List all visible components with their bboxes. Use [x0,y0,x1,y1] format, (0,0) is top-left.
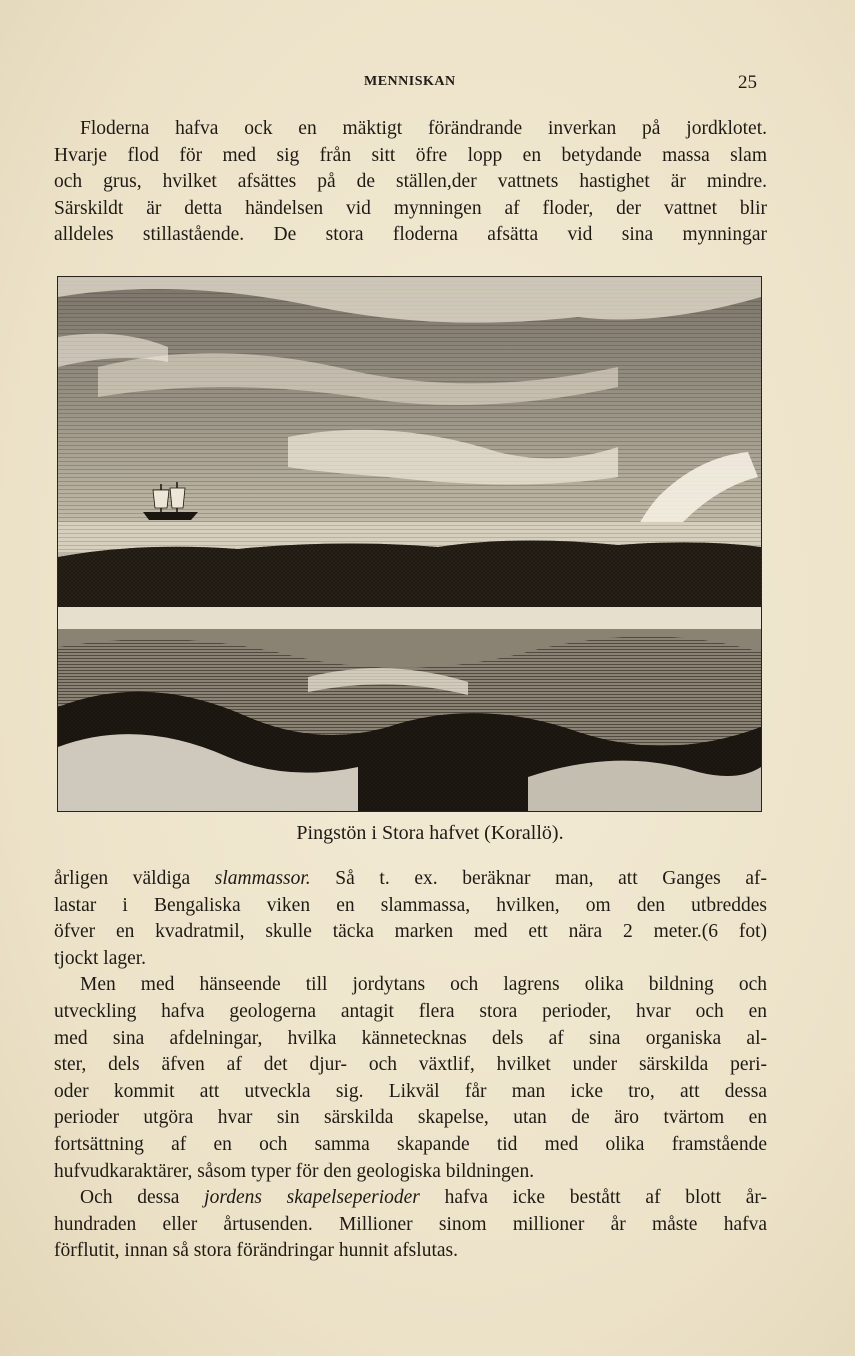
text-line: perioder utgöra hvar sin särskilda skapelse, utan de äro tvärtom en [54,1107,767,1129]
text-line: lastar i Bengaliska viken en slammassa, hvilken, om den utbreddes [54,894,767,916]
text-fragment: hafva icke bestått af blott år- [419,1187,767,1209]
text-line: Särskildt är detta händelsen vid mynningen af floder, der vattnet blir [54,197,767,219]
text-line [54,1185,767,1212]
page-number: 25 [738,72,757,93]
text-line: Floderna hafva ock en mäktigt förändrande inverkan på jordklotet. [80,118,767,139]
text-line: förflutit, innan så stora förändringar hunnit afslutas. [54,1240,458,1262]
engraving-illustration [57,276,762,812]
paragraph-top [54,116,767,249]
text-line: öfver en kvadratmil, skulle täcka marken med ett nära 2 meter.(6 fot) [54,921,767,943]
text-line: hufvudkaraktärer, såsom typer för den geologiska bildningen. [54,1160,535,1182]
text-fragment: Så t. ex. beräknar man, att Ganges af- [310,868,767,889]
text-line: tjockt lager. [54,947,147,969]
text-line: ster, dels äfven af det djur- och växtlif, hvilket under särskilda peri- [54,1054,767,1076]
text-line [54,866,767,893]
coral-island-engraving [58,277,761,811]
emphasis: slammassor. [214,868,311,889]
running-head [0,72,855,94]
text-line: och grus, hvilket afsättes på de ställen,der vattnets hastighet är mindre. [54,171,767,193]
text-fragment: årligen väldiga [54,868,215,889]
text-line: Hvarje flod för med sig från sitt öfre lopp en betydande massa slam [54,144,767,166]
text-fragment: Och dessa [80,1187,205,1209]
text-line: oder kommit att utveckla sig. Likväl får man icke tro, att dessa [54,1080,767,1102]
text-line: med sina afdelningar, hvilka kännetecknas dels af sina organiska al- [54,1027,767,1049]
text-line: Men med hänseende till jordytans och lagrens olika bildning och [80,974,767,996]
text-line: fortsättning af en och samma skapande tid med olika framstående [54,1133,767,1155]
running-title: MENNISKAN [364,74,456,89]
text-line: hundraden eller årtusenden. Millioner sinom millioner år måste hafva [54,1213,767,1235]
figure-caption: Pingstön i Stora hafvet (Korallö). [296,822,564,844]
text-line: alldeles stillastående. De stora floderna afsätta vid sina mynningar [54,224,767,246]
paragraph-bottom [54,866,767,1265]
text-line: utveckling hafva geologerna antagit flera stora perioder, hvar och en [54,1000,767,1022]
emphasis: jordens skapelseperioder [204,1187,420,1209]
